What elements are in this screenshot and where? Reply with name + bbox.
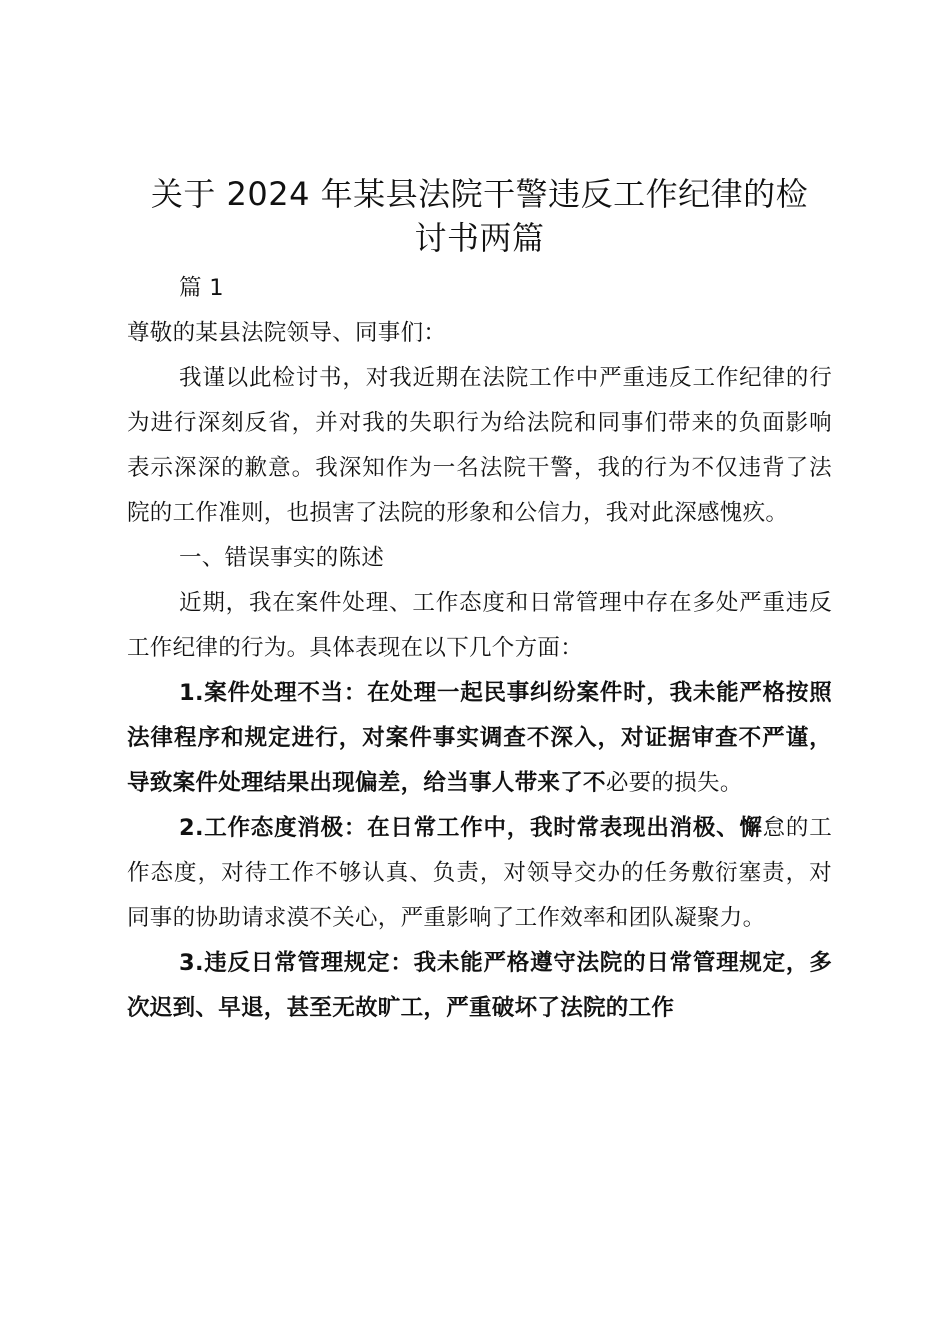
item-1-bold: 1.案件处理不当：在处理一起民事纠纷案件时，我未能严格按照法律程序和规定进行，对案件事实调查不深入，对证据审查不严谨，导致案件处理结果出现偏差，给当事人带来了不 [127, 680, 832, 796]
item-1-rest: 必要的损失。 [605, 770, 743, 796]
section-label: 篇 1 [179, 275, 224, 301]
intro-paragraph: 我谨以此检讨书，对我近期在法院工作中严重违反工作纪律的行为进行深刻反省，并对我的失职行为给法院和同事们带来的负面影响表示深深的歉意。我深知作为一名法院干警，我的行为不仅违背了法院的工作准则，也损害了法院的形象和公信力，我对此深感愧疚。 [127, 365, 832, 526]
recent-paragraph: 近期，我在案件处理、工作态度和日常管理中存在多处严重违反工作纪律的行为。具体表现在以下几个方面： [127, 590, 832, 661]
title-line-2: 讨书两篇 [414, 219, 545, 257]
salutation: 尊敬的某县法院领导、同事们： [127, 320, 447, 346]
item-3-paragraph [127, 941, 832, 1031]
item-1-paragraph [127, 671, 832, 806]
document-title [127, 172, 832, 260]
item-2-paragraph [127, 806, 832, 941]
title-line-1: 关于 2024 年某县法院干警违反工作纪律的检 [150, 175, 809, 213]
item-2-bold: 2.工作态度消极：在日常工作中，我时常表现出消极、懈 [179, 815, 763, 841]
item-2-rest: 怠的工作态度，对待工作不够认真、负责，对领导交办的任务敷衍塞责，对同事的协助请求漠不关心，严重影响了工作效率和团队凝聚力。 [127, 815, 832, 931]
document-page [127, 172, 832, 1031]
item-3-bold: 3.违反日常管理规定：我未能严格遵守法院的日常管理规定，多次迟到、早退，甚至无故旷工，严重破坏了法院的工作 [127, 950, 832, 1021]
heading-errors: 一、错误事实的陈述 [179, 545, 385, 571]
